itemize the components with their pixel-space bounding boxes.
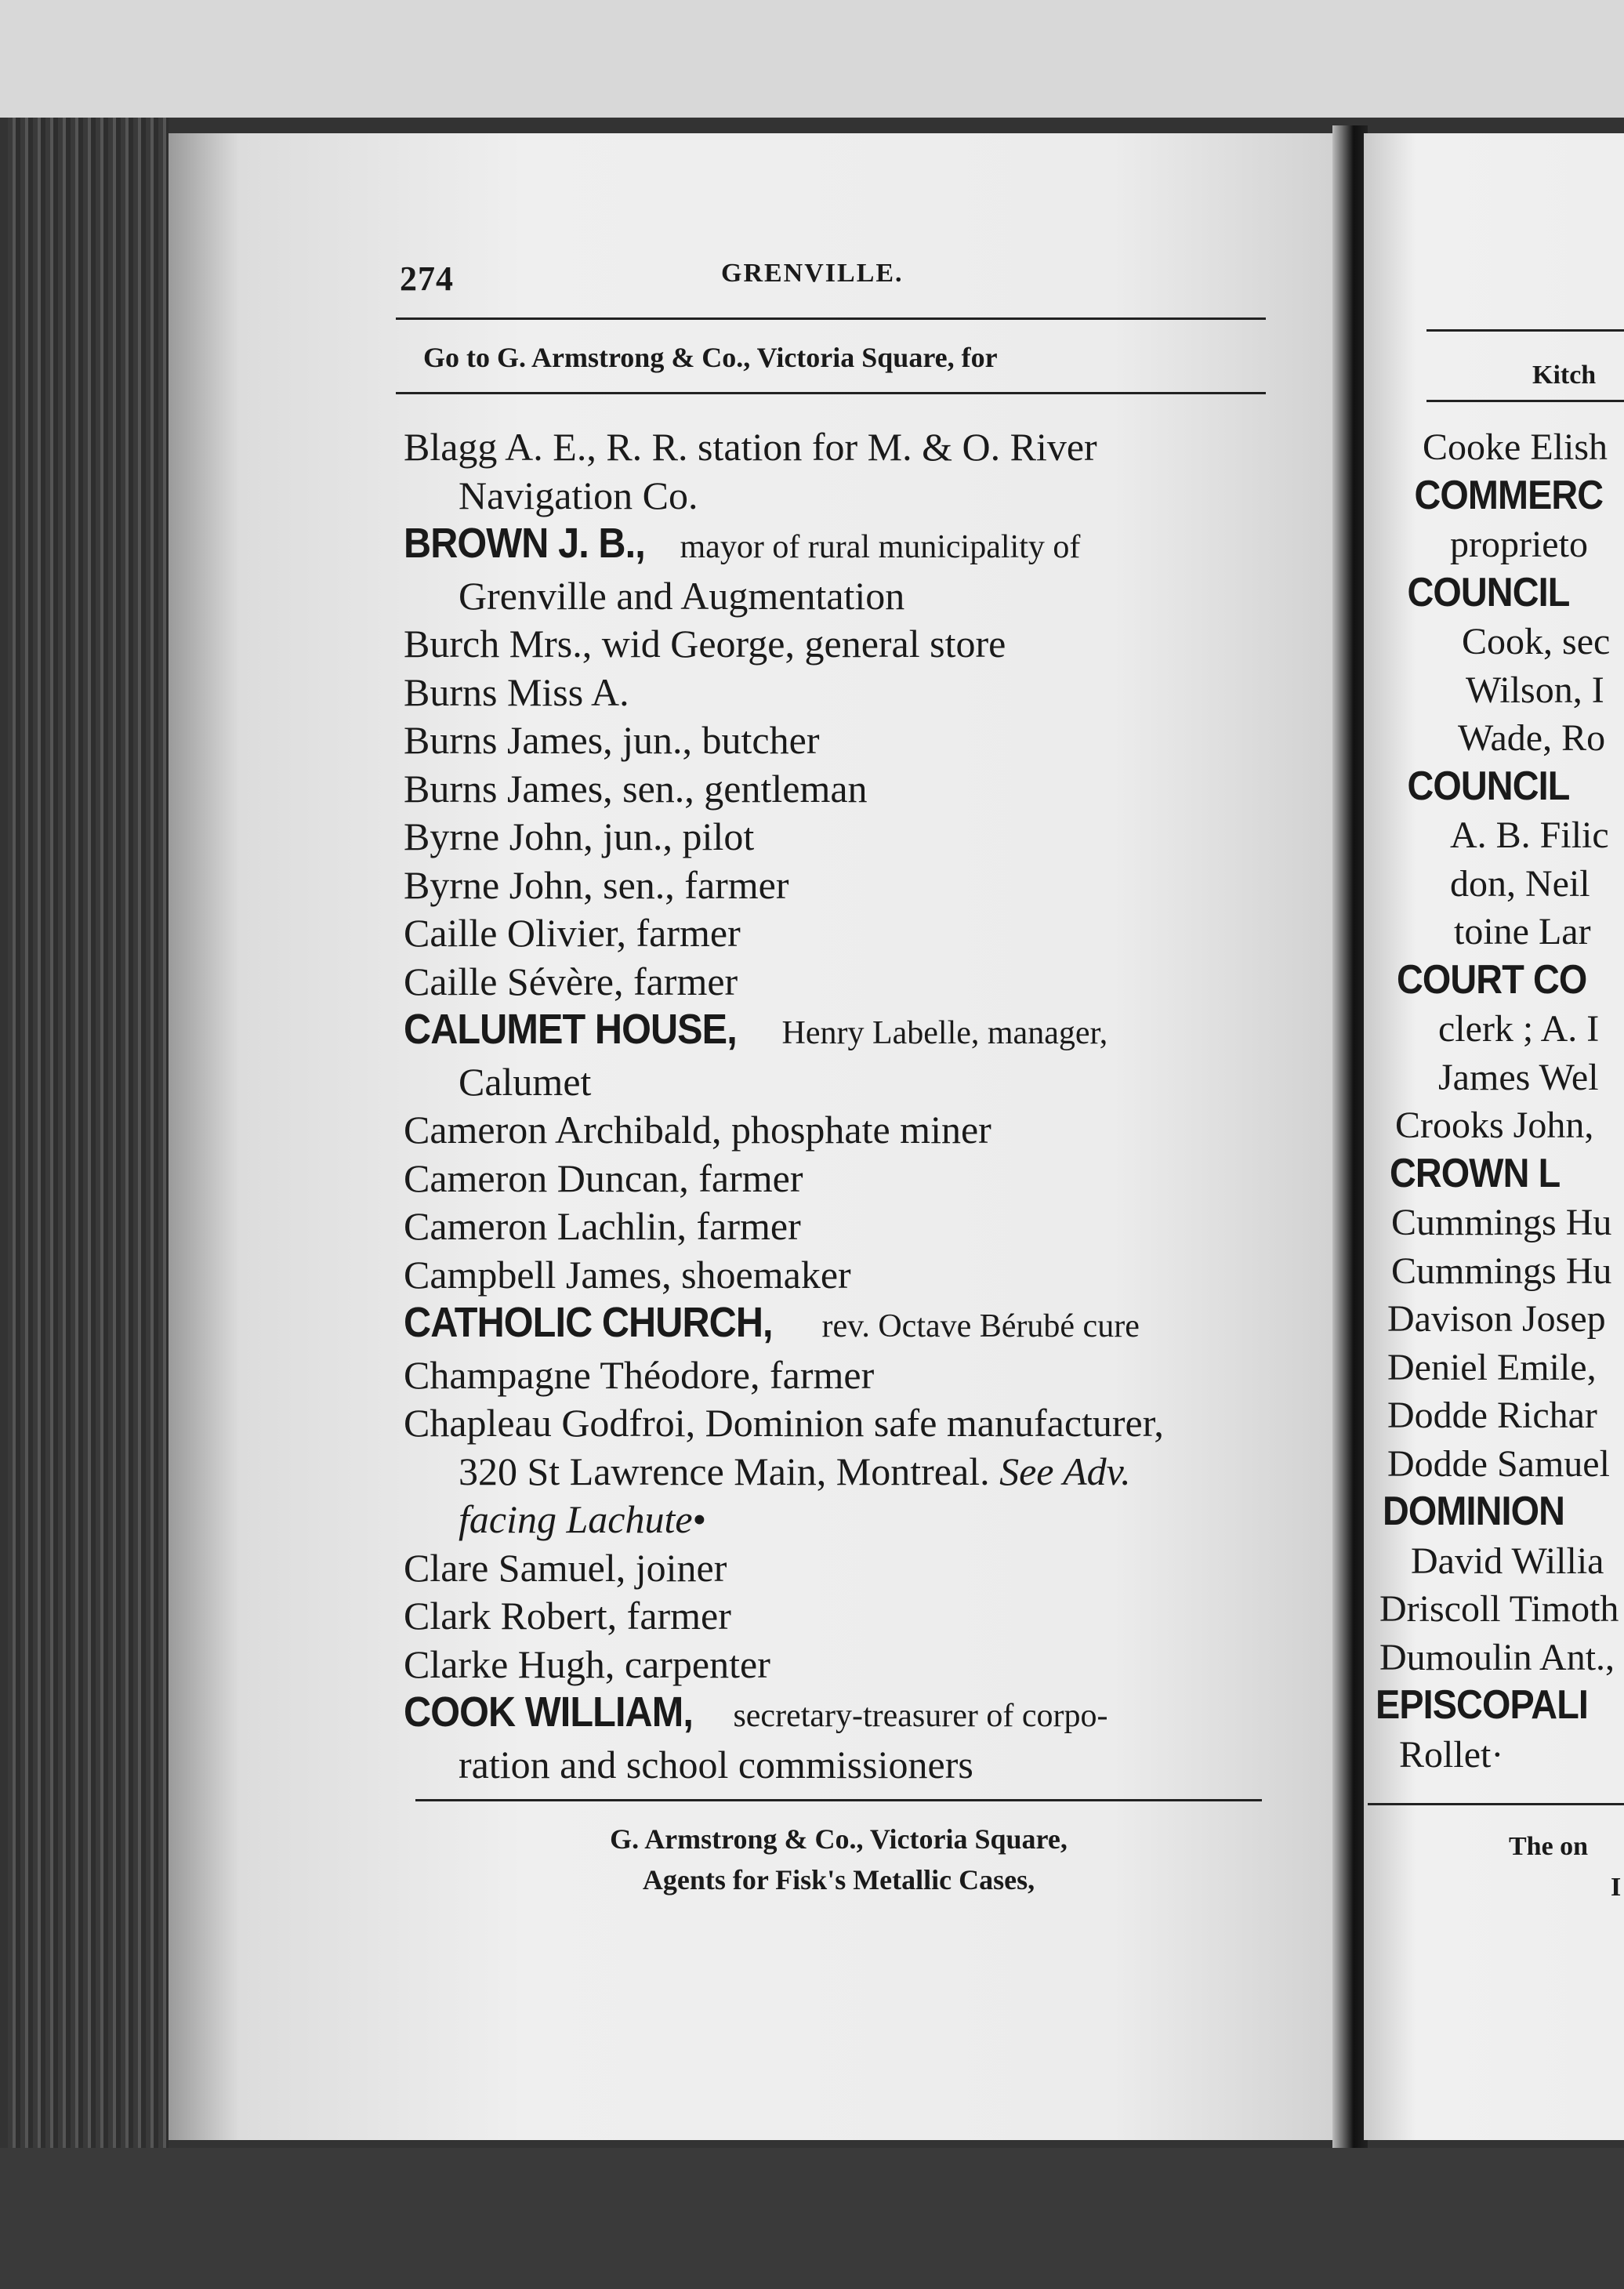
entry-text: Dumoulin Ant., <box>1379 1636 1615 1678</box>
entry-text: Cameron Duncan, farmer <box>404 1155 803 1200</box>
entry-text: Clare Samuel, joiner <box>404 1545 727 1590</box>
footer-line: Agents for Fisk's Metallic Cases, <box>642 1864 1035 1895</box>
right-footer-advert <box>1509 1826 1621 1908</box>
book-page-edges <box>8 118 169 2156</box>
directory-entry <box>404 423 1274 472</box>
entry-text: clerk ; A. I <box>1438 1008 1600 1050</box>
entry-text: Grenville and Augmentation <box>459 573 905 618</box>
scan-bottom-margin <box>0 2148 1624 2289</box>
entry-text: Byrne John, jun., pilot <box>404 814 755 858</box>
book-gutter <box>1332 125 1368 2148</box>
entry-text: Cummings Hu <box>1391 1202 1612 1243</box>
entry-text: Henry Labelle, manager, <box>774 1015 1108 1051</box>
directory-entry <box>404 1106 1274 1155</box>
entry-text: Deniel Emile, <box>1387 1346 1597 1388</box>
directory-entry <box>404 1299 1274 1351</box>
directory-entry <box>404 716 1274 765</box>
footer-line: G. Armstrong & Co., Victoria Square, <box>610 1823 1068 1855</box>
right-banner-rule <box>1426 400 1624 402</box>
entry-name: COUNCIL <box>1407 569 1570 615</box>
directory-entry <box>404 813 1274 862</box>
entry-name: CALUMET HOUSE, <box>404 1006 737 1053</box>
entry-text: Cameron Lachlin, farmer <box>404 1204 801 1248</box>
advert-reference: facing Lachute <box>459 1497 693 1541</box>
entry-text: don, Neil <box>1450 862 1590 905</box>
right-page-entries <box>1376 423 1624 1779</box>
entry-text: David Willia <box>1411 1540 1604 1582</box>
entry-text: Clarke Hugh, carpenter <box>404 1641 770 1686</box>
entry-continuation <box>404 1448 1274 1496</box>
directory-entry <box>404 620 1274 669</box>
entry-text: Clark Robert, farmer <box>404 1594 731 1638</box>
directory-entry <box>404 1251 1274 1300</box>
directory-entry <box>404 765 1274 814</box>
page-title: GRENVILLE. <box>721 259 904 288</box>
footer-advert <box>415 1819 1262 1900</box>
entry-text: A. B. Filic <box>1450 814 1609 856</box>
entry-text: Cameron Archibald, phosphate miner <box>404 1108 991 1152</box>
entry-text: Blagg A. E., R. R. station for M. & O. River <box>404 425 1097 469</box>
entry-name: BROWN J. B., <box>404 520 645 567</box>
entry-text: Cook, sec <box>1462 621 1611 662</box>
entry-text: proprieto <box>1450 524 1588 565</box>
entry-text: Wilson, I <box>1466 669 1604 711</box>
directory-entry <box>404 1544 1274 1593</box>
entry-continuation <box>404 572 1274 621</box>
directory-entry <box>404 669 1274 717</box>
entry-text: 320 St Lawrence Main, Montreal. <box>459 1449 990 1493</box>
entry-text: Cummings Hu <box>1391 1250 1612 1292</box>
footer-line: I <box>1611 1873 1622 1902</box>
entry-text: secretary-treasurer of corpo- <box>724 1698 1108 1734</box>
entry-text: Burns James, sen., gentleman <box>404 766 868 811</box>
entry-name: DOMINION <box>1383 1489 1564 1534</box>
directory-entry <box>404 862 1274 910</box>
directory-entry <box>404 1203 1274 1251</box>
entry-continuation: facing Lachute• <box>459 1497 707 1541</box>
entry-name: COUNCIL <box>1407 763 1570 809</box>
entry-text: Rollet· <box>1399 1733 1504 1776</box>
entry-name: CROWN L <box>1390 1150 1561 1196</box>
entry-text: Caille Sévère, farmer <box>404 959 738 1003</box>
directory-entries <box>404 423 1274 1789</box>
entry-name: COURT CO <box>1397 956 1587 1003</box>
entry-text: Dodde Richar <box>1387 1395 1597 1436</box>
entry-text: Navigation Co. <box>459 473 698 517</box>
entry-text: Davison Josep <box>1387 1298 1606 1340</box>
right-header-rule <box>1426 329 1624 332</box>
entry-text: Burch Mrs., wid George, general store <box>404 622 1006 666</box>
entry-text: Burns James, jun., butcher <box>404 718 820 762</box>
footer-rule <box>415 1799 1262 1801</box>
entry-name: EPISCOPALI <box>1376 1682 1588 1728</box>
entry-text: ration and school commissioners <box>459 1742 973 1787</box>
entry-name: COOK WILLIAM, <box>404 1689 693 1736</box>
footer-line: The on <box>1509 1832 1589 1861</box>
directory-entry <box>404 1351 1274 1400</box>
banner-rule <box>396 392 1266 394</box>
header-rule <box>396 317 1266 320</box>
directory-entry <box>404 958 1274 1007</box>
entry-text: rev. Octave Bérubé cure <box>813 1308 1140 1344</box>
directory-entry <box>404 1155 1274 1203</box>
entry-text: Driscoll Timoth <box>1379 1588 1619 1630</box>
entry-text: Campbell James, shoemaker <box>404 1252 851 1297</box>
directory-entry <box>404 1399 1274 1448</box>
page-number: 274 <box>400 259 454 298</box>
entry-text: Byrne John, sen., farmer <box>404 862 789 907</box>
directory-entry <box>404 1592 1274 1641</box>
directory-entry <box>404 1689 1274 1741</box>
scan-top-margin <box>0 0 1624 118</box>
entry-continuation <box>404 1058 1274 1107</box>
entry-text: Chapleau Godfroi, Dominion safe manufacturer, <box>404 1401 1164 1445</box>
directory-entry <box>404 909 1274 958</box>
directory-entry <box>404 1641 1274 1689</box>
entry-text: Dodde Samuel <box>1387 1442 1610 1485</box>
directory-entry <box>404 520 1274 572</box>
entry-name: COMMERC <box>1414 472 1604 518</box>
entry-text: mayor of rural municipality of <box>672 529 1081 565</box>
entry-continuation <box>404 1741 1274 1790</box>
entry-text: Crooks John, <box>1395 1105 1594 1146</box>
entry-text: Champagne Théodore, farmer <box>404 1352 875 1397</box>
advert-banner: Go to G. Armstrong & Co., Victoria Square, for <box>423 342 998 373</box>
entry-continuation <box>404 472 1274 521</box>
entry-text: James Wel <box>1438 1056 1599 1098</box>
entry-text: toine Lar <box>1454 911 1591 952</box>
right-page-banner: Kitch <box>1532 361 1597 390</box>
entry-text: Caille Olivier, farmer <box>404 911 741 955</box>
right-footer-rule <box>1368 1803 1624 1805</box>
entry-text: Burns Miss A. <box>404 669 629 714</box>
entry-text: Cooke Elish <box>1423 426 1608 468</box>
entry-name: CATHOLIC CHURCH, <box>404 1299 773 1346</box>
entry-text: Calumet <box>459 1059 592 1104</box>
entry-text: Wade, Ro <box>1458 717 1606 759</box>
directory-entry <box>404 1006 1274 1058</box>
advert-reference: See Adv. <box>999 1449 1131 1493</box>
